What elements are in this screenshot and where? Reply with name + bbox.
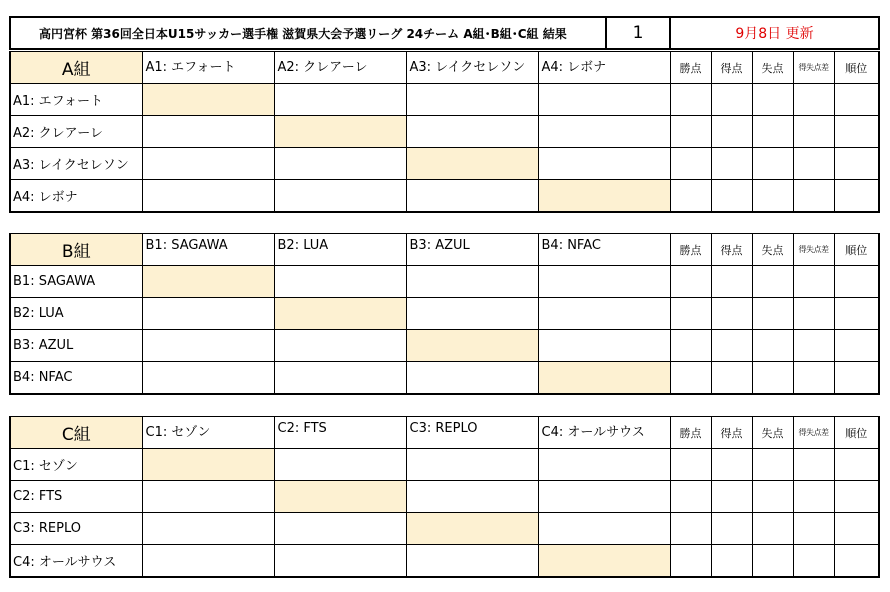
match-result-cell [406, 298, 538, 330]
team-row [10, 298, 879, 330]
team-row [10, 481, 879, 513]
match-result-cell [274, 449, 406, 481]
team-row [10, 330, 879, 362]
team-column-header: B4: NFAC [538, 234, 670, 266]
stat-cell [834, 513, 879, 545]
self-match-cell [274, 298, 406, 330]
team-column-header: B1: SAGAWA [142, 234, 274, 266]
stat-header: 失点 [752, 52, 793, 84]
stat-cell [711, 266, 752, 298]
self-match-cell [142, 84, 274, 116]
stat-cell [670, 513, 711, 545]
stat-cell [834, 545, 879, 578]
stat-header: 勝点 [670, 234, 711, 266]
match-result-cell [406, 362, 538, 395]
match-result-cell [406, 180, 538, 213]
stat-cell [793, 84, 834, 116]
match-result-cell [406, 84, 538, 116]
match-result-cell [274, 148, 406, 180]
stat-header: 順位 [834, 234, 879, 266]
match-result-cell [538, 148, 670, 180]
stat-cell [793, 148, 834, 180]
self-match-cell [142, 266, 274, 298]
group-table [9, 233, 880, 395]
match-result-cell [142, 148, 274, 180]
self-match-cell [274, 481, 406, 513]
stat-header: 得点 [711, 52, 752, 84]
stat-header: 失点 [752, 417, 793, 449]
stat-cell [711, 148, 752, 180]
team-row [10, 180, 879, 213]
stat-header: 勝点 [670, 417, 711, 449]
stat-cell [793, 180, 834, 213]
stat-cell [711, 116, 752, 148]
stat-cell [670, 84, 711, 116]
match-result-cell [274, 330, 406, 362]
stat-cell [834, 84, 879, 116]
group-header-row [10, 417, 879, 449]
title-bar [9, 16, 880, 50]
stat-cell [670, 180, 711, 213]
stat-cell [752, 330, 793, 362]
match-result-cell [274, 362, 406, 395]
stat-cell [752, 116, 793, 148]
team-row-label: C3: REPLO [10, 513, 142, 545]
self-match-cell [538, 362, 670, 395]
match-result-cell [406, 266, 538, 298]
stat-cell [670, 266, 711, 298]
self-match-cell [406, 513, 538, 545]
self-match-cell [406, 148, 538, 180]
match-result-cell [142, 362, 274, 395]
stat-cell [834, 116, 879, 148]
team-column-header: C4: オールサウス [538, 417, 670, 449]
stat-cell [793, 513, 834, 545]
stat-header: 得失点差 [793, 52, 834, 84]
team-row [10, 266, 879, 298]
match-result-cell [538, 330, 670, 362]
stat-cell [834, 298, 879, 330]
stat-header: 順位 [834, 417, 879, 449]
team-column-header: A2: クレアーレ [274, 52, 406, 84]
stat-cell [670, 449, 711, 481]
stat-cell [670, 481, 711, 513]
stat-cell [752, 180, 793, 213]
team-row-label: B2: LUA [10, 298, 142, 330]
match-result-cell [142, 298, 274, 330]
team-column-header: A4: レボナ [538, 52, 670, 84]
stat-cell [711, 330, 752, 362]
stat-cell [752, 545, 793, 578]
team-row [10, 148, 879, 180]
group-header-row [10, 52, 879, 84]
stat-cell [711, 481, 752, 513]
team-row-label: A1: エフォート [10, 84, 142, 116]
match-result-cell [538, 116, 670, 148]
team-row [10, 449, 879, 481]
stat-cell [793, 298, 834, 330]
stat-header: 得失点差 [793, 417, 834, 449]
match-result-cell [406, 449, 538, 481]
stat-header: 得点 [711, 234, 752, 266]
team-row-label: C1: セゾン [10, 449, 142, 481]
stat-cell [670, 116, 711, 148]
stat-cell [711, 362, 752, 395]
team-row-label: A2: クレアーレ [10, 116, 142, 148]
stat-cell [711, 298, 752, 330]
team-row-label: A3: レイクセレソン [10, 148, 142, 180]
stat-cell [670, 298, 711, 330]
match-result-cell [274, 84, 406, 116]
group-header-row [10, 234, 879, 266]
team-column-header: C2: FTS [274, 417, 406, 449]
stat-header: 得失点差 [793, 234, 834, 266]
match-result-cell [274, 513, 406, 545]
group-label: A組 [10, 52, 142, 84]
match-result-cell [406, 116, 538, 148]
group-label: B組 [10, 234, 142, 266]
stat-cell [793, 481, 834, 513]
match-result-cell [142, 330, 274, 362]
stat-header: 勝点 [670, 52, 711, 84]
match-result-cell [274, 545, 406, 578]
group-label: C組 [10, 417, 142, 449]
stat-cell [711, 449, 752, 481]
match-result-cell [538, 84, 670, 116]
stat-cell [793, 266, 834, 298]
stat-cell [834, 330, 879, 362]
team-row [10, 513, 879, 545]
stat-cell [752, 84, 793, 116]
self-match-cell [142, 449, 274, 481]
self-match-cell [406, 330, 538, 362]
stat-cell [793, 116, 834, 148]
stat-cell [834, 266, 879, 298]
match-result-cell [142, 545, 274, 578]
team-row-label: A4: レボナ [10, 180, 142, 213]
stat-cell [793, 545, 834, 578]
match-result-cell [538, 266, 670, 298]
team-column-header: C3: REPLO [406, 417, 538, 449]
team-column-header: A1: エフォート [142, 52, 274, 84]
self-match-cell [538, 545, 670, 578]
match-result-cell [142, 116, 274, 148]
match-result-cell [274, 266, 406, 298]
self-match-cell [274, 116, 406, 148]
stat-cell [752, 148, 793, 180]
match-result-cell [538, 513, 670, 545]
stat-cell [793, 362, 834, 395]
stat-cell [670, 148, 711, 180]
stat-cell [711, 180, 752, 213]
stat-cell [752, 481, 793, 513]
match-result-cell [538, 481, 670, 513]
stat-cell [711, 84, 752, 116]
team-row-label: C2: FTS [10, 481, 142, 513]
stat-cell [752, 298, 793, 330]
team-row [10, 362, 879, 395]
page-title: 高円宮杯 第36回全日本U15サッカー選手権 滋賀県大会予選リーグ 24チーム A組･B組･C組 結果 [10, 17, 606, 49]
match-result-cell [274, 180, 406, 213]
match-result-cell [142, 481, 274, 513]
match-result-cell [142, 513, 274, 545]
stat-cell [834, 148, 879, 180]
team-row-label: C4: オールサウス [10, 545, 142, 578]
stat-cell [834, 449, 879, 481]
team-row [10, 84, 879, 116]
match-result-cell [538, 449, 670, 481]
stat-cell [670, 545, 711, 578]
stat-cell [752, 449, 793, 481]
team-column-header: B3: AZUL [406, 234, 538, 266]
page-number: 1 [606, 17, 670, 49]
stat-header: 失点 [752, 234, 793, 266]
stat-cell [793, 449, 834, 481]
stat-header: 順位 [834, 52, 879, 84]
match-result-cell [142, 180, 274, 213]
stat-cell [793, 330, 834, 362]
stat-cell [834, 481, 879, 513]
team-row-label: B1: SAGAWA [10, 266, 142, 298]
stat-cell [670, 330, 711, 362]
group-table [9, 51, 880, 213]
stat-cell [752, 513, 793, 545]
stat-cell [834, 362, 879, 395]
self-match-cell [538, 180, 670, 213]
team-column-header: C1: セゾン [142, 417, 274, 449]
team-row [10, 116, 879, 148]
stat-cell [711, 513, 752, 545]
stat-cell [752, 266, 793, 298]
stat-cell [670, 362, 711, 395]
team-row-label: B3: AZUL [10, 330, 142, 362]
team-row [10, 545, 879, 578]
team-column-header: A3: レイクセレソン [406, 52, 538, 84]
match-result-cell [406, 545, 538, 578]
stat-cell [834, 180, 879, 213]
stat-header: 得点 [711, 417, 752, 449]
stat-cell [711, 545, 752, 578]
update-date: 9月8日 更新 [670, 17, 879, 49]
stat-cell [752, 362, 793, 395]
match-result-cell [406, 481, 538, 513]
match-result-cell [538, 298, 670, 330]
team-column-header: B2: LUA [274, 234, 406, 266]
team-row-label: B4: NFAC [10, 362, 142, 395]
group-table [9, 416, 880, 578]
